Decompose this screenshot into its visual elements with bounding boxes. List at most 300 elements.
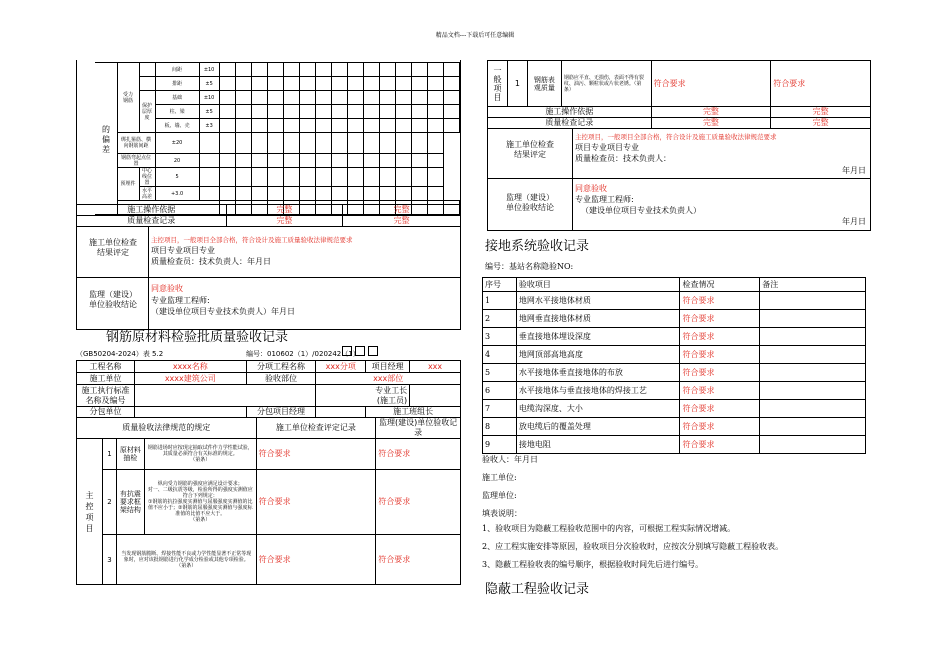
measurement-cell[interactable] [299, 63, 315, 77]
record-value-1: 完整 [226, 216, 343, 227]
grounding-row-remark[interactable] [760, 292, 866, 310]
measurement-cell[interactable] [283, 91, 299, 105]
measurement-cell[interactable] [267, 119, 283, 133]
deviation-value-0: ±10 [199, 63, 219, 77]
measurement-cell[interactable] [267, 154, 283, 168]
deviation-row [95, 63, 460, 77]
project-name-value: xxxx名称 [134, 361, 246, 373]
measurement-cell[interactable] [411, 105, 427, 119]
measurement-cell[interactable] [411, 77, 427, 91]
measurement-cell[interactable] [411, 154, 427, 168]
grounding-construction-unit: 施工单位: [482, 473, 517, 482]
right-construction-line-3: 质量检查员：技术负责人： [575, 154, 671, 163]
left-basis-table [76, 204, 461, 227]
item-accept: 符合要求 [376, 535, 461, 585]
basis-label: 施工操作依据 [77, 205, 227, 216]
measurement-cell[interactable] [283, 105, 299, 119]
measurement-cell[interactable] [363, 154, 379, 168]
measurement-cell[interactable] [395, 154, 411, 168]
measurement-cell[interactable] [235, 105, 251, 119]
right-construction-date: 年月日 [842, 166, 866, 175]
hidden-title: 隐蔽工程验收记录 [485, 582, 590, 597]
measurement-cell[interactable] [283, 168, 299, 187]
deviation-value-5: ±20 [155, 133, 199, 154]
right-basis-v2: 完整 [771, 107, 871, 118]
measurement-cell[interactable] [315, 133, 331, 154]
construction-line-2: 项目专业项目专业 [151, 246, 215, 255]
deviation-grid [95, 62, 460, 215]
measurement-cell[interactable] [235, 154, 251, 168]
measurement-cell[interactable] [347, 105, 363, 119]
sub-manager-label: 分包项目经理 [246, 407, 316, 418]
measurement-cell[interactable] [347, 63, 363, 77]
measurement-cell[interactable] [251, 187, 267, 201]
deviation-label-8: 水平高差 [139, 187, 155, 201]
item-desc: 纵向受力钢筋的强度应满足设计要求； 对一、二级抗震等级，检验所得的强度实测值应符合下列规定： ①钢筋的抗拉强度实测值与屈服强度实测值的比值不应小于；②钢筋的屈服强度实测值与强度标准值的比值不应大于。 （第条） [144, 470, 256, 535]
measurement-cell[interactable] [251, 154, 267, 168]
header-note: 精品文档---下载后可任意编辑 [435, 32, 515, 39]
record-value-2: 完整 [343, 216, 461, 227]
measurement-cell[interactable] [427, 154, 443, 168]
measurement-cell[interactable] [427, 168, 443, 187]
measurement-cell[interactable] [395, 91, 411, 105]
measurement-cell[interactable] [315, 187, 331, 201]
grounding-row-remark[interactable] [760, 418, 866, 436]
measurement-cell[interactable] [219, 63, 235, 77]
deviation-label: 的 偏 差 [102, 125, 110, 154]
right-construction-box [487, 128, 871, 179]
measurement-cell[interactable] [283, 133, 299, 154]
measurement-cell[interactable] [315, 105, 331, 119]
measurement-cell[interactable] [427, 91, 443, 105]
subcontractor-label: 分包单位 [77, 407, 135, 418]
measurement-cell[interactable] [283, 77, 299, 91]
deviation-row [95, 154, 460, 168]
measurement-cell[interactable] [395, 77, 411, 91]
basis-value-2: 完整 [343, 205, 461, 216]
measurement-cell[interactable] [299, 119, 315, 133]
measurement-cell[interactable] [283, 154, 299, 168]
item-no: 3 [102, 535, 116, 585]
measurement-cell[interactable] [251, 77, 267, 91]
standard-label: 施工执行标准 名称及编号 [77, 385, 135, 407]
measurement-cell[interactable] [235, 119, 251, 133]
measurement-cell[interactable] [267, 63, 283, 77]
deviation-value-8: +3.0 [155, 187, 199, 201]
grounding-table [482, 277, 866, 454]
grounding-note-1: 1、验收项目为隐蔽工程验收范围中的内容，可根据工程实际情况增减。 [482, 524, 736, 533]
deviation-label-5: 绑扎箍筋、横向钢筋间距 [117, 133, 155, 154]
foreman-label: 专业工长 (施工员) [316, 385, 410, 407]
measurement-cell[interactable] [395, 119, 411, 133]
rebar-header-table [76, 360, 461, 418]
measurement-cell[interactable] [379, 168, 395, 187]
measurement-cell[interactable] [379, 133, 395, 154]
measurement-cell[interactable] [219, 168, 235, 187]
grounding-note-2: 2、应工程实施安排等原因，验收项目分次验收时，应按次分别填写隐蔽工程验收表。 [482, 542, 784, 551]
measurement-cell[interactable] [315, 77, 331, 91]
measurement-cell[interactable] [331, 168, 347, 187]
deviation-value-1: ±5 [199, 77, 219, 91]
grounding-row-status: 符合要求 [680, 418, 760, 436]
basis-value-1: 完整 [226, 205, 343, 216]
rebar-item-row [77, 535, 461, 585]
spec-header: 质量验收法律规范的规定 [77, 418, 257, 439]
measurement-cell[interactable] [283, 119, 299, 133]
grounding-row-item: 地网顶部高地高度 [516, 346, 680, 364]
measurement-cell[interactable] [427, 133, 443, 154]
item-desc: 当发现钢筋脆断、焊接性能不良或力学性能显著不正常等现象时，应对该批钢筋进行化学成分检验或其他专项检验。 （第条） [116, 535, 256, 585]
grounding-row-no: 3 [483, 328, 517, 346]
left-supervision-conclusion [76, 278, 461, 330]
measurement-cell[interactable] [235, 63, 251, 77]
grounding-header-no: 序号 [483, 278, 517, 292]
measurement-cell[interactable] [235, 91, 251, 105]
measurement-cell[interactable] [363, 63, 379, 77]
measurement-cell[interactable] [235, 133, 251, 154]
grounding-title: 接地系统验收记录 [485, 239, 590, 254]
measurement-cell[interactable] [331, 187, 347, 201]
deviation-label-1: 排距 [155, 77, 199, 91]
measurement-cell[interactable] [299, 105, 315, 119]
grounding-row-item: 水平接地体与垂直接地体的焊接工艺 [516, 382, 680, 400]
rebar-code-left: （GB50204-2024）表 5.2 [76, 350, 164, 358]
rebar-code-right: 编号：010602（1）/020242（1） [246, 350, 360, 358]
rebar-items-table [76, 417, 461, 585]
measurement-cell[interactable] [395, 105, 411, 119]
general-item-name: 钢筋表 观质量 [527, 61, 561, 107]
grounding-row-no: 8 [483, 418, 517, 436]
measurement-cell[interactable] [199, 168, 219, 187]
grounding-row [483, 346, 866, 364]
grounding-row [483, 436, 866, 454]
item-name: 有抗震 要求框 架结构 [116, 470, 144, 535]
grounding-row-remark[interactable] [760, 346, 866, 364]
right-record-label: 质量检查记录 [488, 118, 652, 129]
measurement-cell[interactable] [347, 187, 363, 201]
measurement-cell[interactable] [315, 63, 331, 77]
measurement-cell[interactable] [199, 154, 219, 168]
deviation-label-4: 板、墙、壳 [155, 119, 199, 133]
measurement-cell[interactable] [219, 105, 235, 119]
deviation-label-7: 中心线位置 [139, 168, 155, 187]
measurement-cell[interactable] [331, 119, 347, 133]
measurement-cell[interactable] [199, 187, 219, 201]
rebar-stress-label: 受力 钢筋 [117, 63, 139, 133]
measurement-cell[interactable] [411, 119, 427, 133]
manager-value: xxx [410, 361, 461, 373]
contractor-value: xxxx建筑公司 [134, 373, 246, 385]
grounding-row-item: 接地电阻 [516, 436, 680, 454]
measurement-cell[interactable] [443, 77, 459, 91]
acceptance-part-label: 验收部位 [246, 373, 316, 385]
measurement-cell[interactable] [299, 154, 315, 168]
grounding-row-status: 符合要求 [680, 400, 760, 418]
measurement-cell[interactable] [427, 63, 443, 77]
measurement-cell[interactable] [299, 77, 315, 91]
measurement-cell[interactable] [331, 154, 347, 168]
right-supervision-box [487, 179, 871, 231]
measurement-cell[interactable] [315, 119, 331, 133]
measurement-cell[interactable] [443, 63, 459, 77]
embedded-label: 预埋件 [117, 168, 139, 201]
measurement-cell[interactable] [267, 77, 283, 91]
measurement-cell[interactable] [427, 105, 443, 119]
measurement-cell[interactable] [267, 91, 283, 105]
measurement-cell[interactable] [299, 168, 315, 187]
measurement-cell[interactable] [235, 168, 251, 187]
measurement-cell[interactable] [315, 168, 331, 187]
grounding-row-item: 地网垂直接地体材质 [516, 310, 680, 328]
item-desc: 钢筋进场时应按现定抽取试件作力学性能试验，其质量必须符合有关标准的规定。 （第条） [144, 439, 256, 470]
deviation-row [95, 91, 460, 105]
protective-layer-label: 保护 层厚 度 [139, 91, 155, 133]
grounding-row [483, 382, 866, 400]
measurement-cell[interactable] [219, 154, 235, 168]
right-basis-v1: 完整 [651, 107, 771, 118]
deviation-value-6: 20 [155, 154, 199, 168]
grounding-acceptor: 验收人：年月日 [482, 455, 538, 464]
deviation-value-4: ±3 [199, 119, 219, 133]
item-check: 符合要求 [256, 470, 376, 535]
deviation-value-3: ±5 [199, 105, 219, 119]
measurement-cell[interactable] [251, 105, 267, 119]
measurement-cell[interactable] [379, 154, 395, 168]
grounding-row-status: 符合要求 [680, 292, 760, 310]
general-item-check: 符合要求 [651, 61, 771, 107]
measurement-cell[interactable] [363, 187, 379, 201]
acceptance-part-value: xxx部位 [316, 373, 461, 385]
deviation-row [95, 187, 460, 201]
grounding-row-no: 1 [483, 292, 517, 310]
measurement-cell[interactable] [219, 133, 235, 154]
measurement-cell[interactable] [443, 105, 459, 119]
right-supervision-main: 同意验收 [575, 184, 607, 193]
measurement-cell[interactable] [219, 119, 235, 133]
grounding-row [483, 418, 866, 436]
measurement-cell[interactable] [331, 133, 347, 154]
measurement-cell[interactable] [235, 187, 251, 201]
code-box-2[interactable] [355, 346, 365, 356]
measurement-cell[interactable] [379, 63, 395, 77]
measurement-cell[interactable] [199, 133, 219, 154]
measurement-cell[interactable] [395, 63, 411, 77]
manager-label: 项目经理 [366, 361, 410, 373]
measurement-cell[interactable] [219, 77, 235, 91]
measurement-cell[interactable] [283, 187, 299, 201]
measurement-cell[interactable] [395, 133, 411, 154]
deviation-value-7: 5 [155, 168, 199, 187]
measurement-cell[interactable] [411, 187, 427, 201]
measurement-cell[interactable] [267, 187, 283, 201]
contractor-label: 施工单位 [77, 373, 135, 385]
general-items-label: 一 般 项 目 [488, 61, 508, 107]
measurement-cell[interactable] [251, 119, 267, 133]
measurement-cell[interactable] [395, 187, 411, 201]
measurement-cell[interactable] [219, 91, 235, 105]
measurement-cell[interactable] [251, 91, 267, 105]
main-items-label: 主 控 项 目 [77, 439, 103, 585]
grounding-notes-title: 填表说明： [482, 509, 522, 518]
measurement-cell[interactable] [347, 91, 363, 105]
measurement-cell[interactable] [379, 105, 395, 119]
right-construction-line-2: 项目专业项目专业 [575, 143, 639, 152]
measurement-cell[interactable] [299, 133, 315, 154]
grounding-row-no: 5 [483, 364, 517, 382]
deviation-label-0: 间距 [155, 63, 199, 77]
right-supervision-line-3: （建设单位项目专业技术负责人） [581, 206, 701, 215]
right-record-v2: 完整 [771, 118, 871, 129]
right-supervision-line-2: 专业监理工程师: [575, 195, 634, 204]
grounding-header-status: 检查情况 [680, 278, 760, 292]
deviation-row [95, 77, 460, 91]
grounding-row-remark[interactable] [760, 364, 866, 382]
measurement-cell[interactable] [267, 133, 283, 154]
rebar-item-row [77, 439, 461, 470]
measurement-cell[interactable] [347, 119, 363, 133]
measurement-cell[interactable] [363, 105, 379, 119]
measurement-cell[interactable] [427, 187, 443, 201]
measurement-cell[interactable] [395, 168, 411, 187]
code-box-3[interactable] [368, 346, 378, 356]
measurement-cell[interactable] [331, 105, 347, 119]
grounding-row [483, 328, 866, 346]
item-check: 符合要求 [256, 535, 376, 585]
grounding-row-status: 符合要求 [680, 382, 760, 400]
construction-conclusion-label: 施工单位检查 结果评定 [89, 238, 137, 257]
measurement-cell[interactable] [427, 77, 443, 91]
grounding-row-item: 电缆沟深度、大小 [516, 400, 680, 418]
deviation-label-2: 基础 [155, 91, 199, 105]
grounding-row-status: 符合要求 [680, 436, 760, 454]
grounding-row-remark[interactable] [760, 328, 866, 346]
grounding-header-item: 验收项目 [516, 278, 680, 292]
right-construction-label: 施工单位检查 结果评定 [506, 140, 554, 159]
deviation-label-6: 钢筋弯起点位置 [117, 154, 155, 168]
general-item-no: 1 [507, 61, 527, 107]
sub-project-value: xxx分项 [316, 361, 366, 373]
measurement-cell[interactable] [363, 77, 379, 91]
measurement-cell[interactable] [347, 154, 363, 168]
measurement-cell[interactable] [347, 77, 363, 91]
measurement-cell[interactable] [363, 133, 379, 154]
grounding-row-status: 符合要求 [680, 364, 760, 382]
measurement-cell[interactable] [267, 105, 283, 119]
measurement-cell[interactable] [331, 77, 347, 91]
measurement-cell[interactable] [363, 168, 379, 187]
grounding-header-remark: 备注 [760, 278, 866, 292]
measurement-cell[interactable] [235, 77, 251, 91]
grounding-row-no: 6 [483, 382, 517, 400]
project-name-label: 工程名称 [77, 361, 135, 373]
measurement-cell[interactable] [411, 91, 427, 105]
supervision-line-3: （建设单位项目专业技术负责人）年月日 [151, 307, 295, 316]
grounding-row [483, 400, 866, 418]
item-name: 原材料 抽检 [116, 439, 144, 470]
right-construction-main: 主控项目，一般项目全部合格，符合设计及施工质量验收法律规范要求 [575, 133, 777, 141]
measurement-cell[interactable] [443, 119, 459, 133]
right-basis-label: 施工操作依据 [488, 107, 652, 118]
measurement-cell[interactable] [299, 91, 315, 105]
item-accept: 符合要求 [376, 470, 461, 535]
measurement-cell[interactable] [331, 63, 347, 77]
construction-line-3: 质量检查员：技术负责人：年月日 [151, 257, 271, 266]
measurement-cell[interactable] [267, 168, 283, 187]
item-accept: 符合要求 [376, 439, 461, 470]
accept-header: 监理(建设)单位验收记录 [376, 418, 461, 439]
grounding-row-item: 地网水平接地体材质 [516, 292, 680, 310]
measurement-cell[interactable] [379, 187, 395, 201]
code-box-1[interactable] [342, 346, 352, 356]
item-no: 2 [102, 470, 116, 535]
grounding-supervision-unit: 监理单位: [482, 491, 517, 500]
grounding-row-remark[interactable] [760, 382, 866, 400]
measurement-cell[interactable] [315, 154, 331, 168]
right-supervision-label: 监理（建设） 单位验收结论 [506, 193, 554, 212]
item-check: 符合要求 [256, 439, 376, 470]
measurement-cell[interactable] [331, 91, 347, 105]
grounding-row-remark[interactable] [760, 436, 866, 454]
grounding-row-item: 水平接地体垂直接地体的布放 [516, 364, 680, 382]
measurement-cell[interactable] [411, 133, 427, 154]
check-header: 施工单位检查评定记录 [256, 418, 376, 439]
measurement-cell[interactable] [283, 63, 299, 77]
team-leader-label: 施工班组长 [366, 407, 461, 418]
grounding-row-status: 符合要求 [680, 328, 760, 346]
supervision-conclusion-label: 监理（建设） 单位验收结论 [89, 290, 137, 309]
grounding-row-remark[interactable] [760, 400, 866, 418]
measurement-cell[interactable] [251, 63, 267, 77]
measurement-cell[interactable] [299, 187, 315, 201]
grounding-row [483, 364, 866, 382]
grounding-row-status: 符合要求 [680, 310, 760, 328]
measurement-cell[interactable] [347, 168, 363, 187]
sub-project-label: 分项工程名称 [246, 361, 316, 373]
measurement-cell[interactable] [315, 91, 331, 105]
measurement-cell[interactable] [251, 133, 267, 154]
grounding-row-no: 2 [483, 310, 517, 328]
grounding-row [483, 292, 866, 310]
deviation-row [95, 133, 460, 154]
grounding-row-remark[interactable] [760, 310, 866, 328]
measurement-cell[interactable] [379, 77, 395, 91]
item-no: 1 [102, 439, 116, 470]
measurement-cell[interactable] [411, 168, 427, 187]
measurement-cell[interactable] [411, 63, 427, 77]
deviation-value-2: ±10 [199, 91, 219, 105]
grounding-row-no: 9 [483, 436, 517, 454]
measurement-cell[interactable] [219, 187, 235, 201]
measurement-cell[interactable] [363, 119, 379, 133]
measurement-cell[interactable] [379, 91, 395, 105]
supervision-line-2: 专业监理工程师: [151, 296, 210, 305]
measurement-cell[interactable] [379, 119, 395, 133]
general-item-accept: 符合要求 [771, 61, 871, 107]
right-general-table [487, 60, 871, 129]
rebar-item-row [77, 470, 461, 535]
right-supervision-date: 年月日 [842, 217, 866, 226]
grounding-row-no: 7 [483, 400, 517, 418]
measurement-cell[interactable] [443, 91, 459, 105]
grounding-note-3: 3、隐蔽工程验收表的编号顺序，根据验收时间先后进行编号。 [482, 560, 704, 569]
right-record-v1: 完整 [651, 118, 771, 129]
general-item-desc: 钢筋应平直、无损伤，表面不得有裂纹、油污、颗粒状或片状老锈。（第条） [561, 61, 651, 107]
deviation-label-3: 柱、梁 [155, 105, 199, 119]
measurement-cell[interactable] [427, 119, 443, 133]
measurement-cell[interactable] [251, 168, 267, 187]
measurement-cell[interactable] [347, 133, 363, 154]
measurement-cell[interactable] [363, 91, 379, 105]
